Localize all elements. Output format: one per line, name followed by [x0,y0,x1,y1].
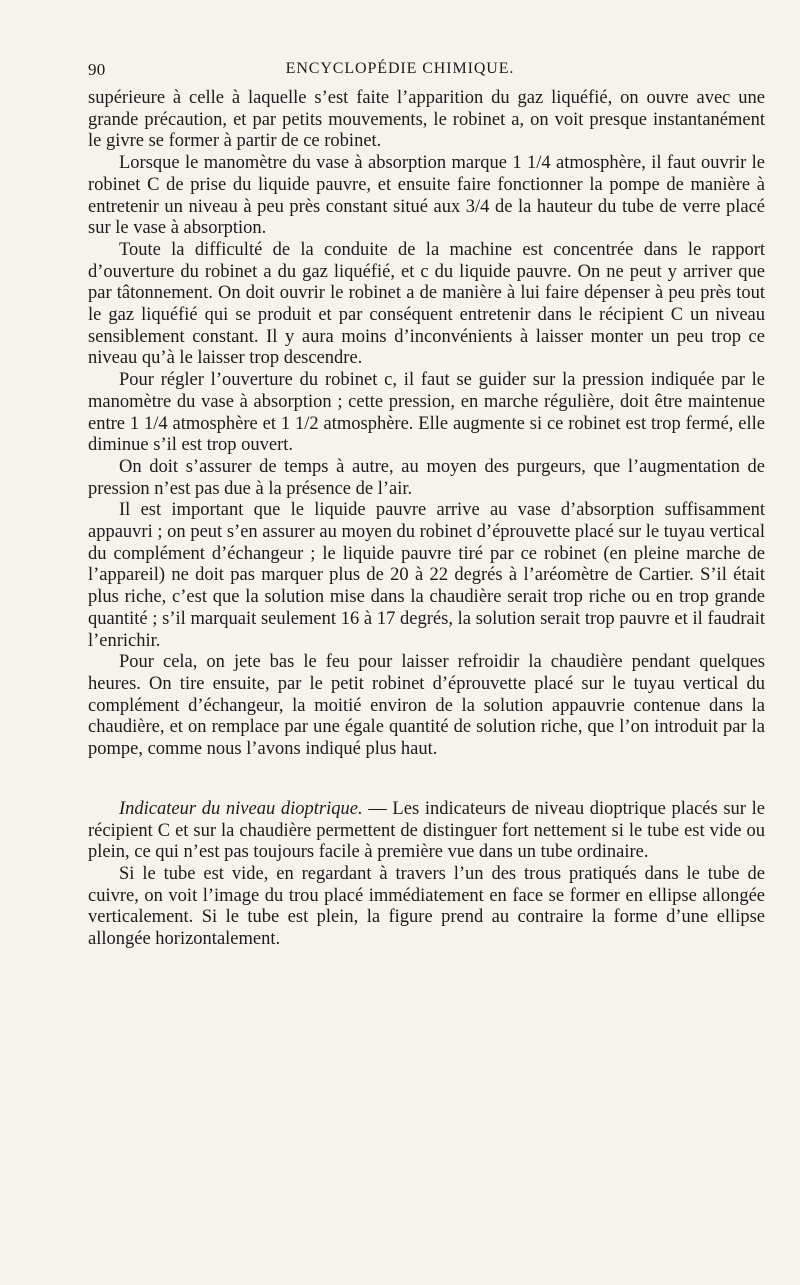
section-spacing [88,761,765,799]
section-paragraph: Si le tube est vide, en regardant à travers l’un des trous pratiqués dans le tube de cuivre, on voit l’image du trou placé immédiatement en face se former en ellipse allongée verticalement. Si le tube est plein, la figure prend au contraire la forme d’une ellipse allongée horizontalement. [88,863,765,950]
section-lead-text: — Les indicateurs de niveau dioptrique placés sur le récipient C et sur la chaudière permettent de distinguer fort nettement si le tube est vide ou plein, ce qui n’est pas toujours facile à première vue dans un tube ordinaire. [88,798,765,863]
body-text [88,88,765,951]
paragraph-pressure: Pour régler l’ouverture du robinet c, il faut se guider sur la pression indiquée par le manomètre du vase à absorption ; cette pression, en marche régulière, doit être maintenue entre 1 1/4 atmosphère et 1 1/2 atmosphère. Elle augmente si ce robinet est trop fermé, elle diminue s’il est trop ouvert. [88,370,765,456]
paragraph-poor-liquid: Il est important que le liquide pauvre arrive au vase d’absorption suffisamment appauvri ; on peut s’en assurer au moyen du robinet d’éprouvette placé sur le tuyau vertical du complément d’échangeur ; le liquide pauvre tiré par ce robinet (en pleine marche de l’appareil) ne doit pas marquer plus de 20 à 22 degrés à l’aréomètre de Cartier. S’il était plus riche, c’est que la solution mise dans la chaudière serait trop riche ou en trop grande quantité ; s’il marquait seulement 16 à 17 degrés, la solution serait trop pauvre et il faudrait l’enrichir. [88,500,765,651]
paragraph-difficulty: Toute la difficulté de la conduite de la machine est concentrée dans le rapport d’ouverture du robinet a du gaz liquéfié, et c du liquide pauvre. On ne peut y arriver que par tâtonnement. On doit ouvrir le robinet a de manière à lui faire dépenser à peu près tout le gaz liquéfié qui se produit et par conséquent entretenir dans le récipient C un niveau sensiblement constant. Il y aura moins d’inconvénients à laisser monter un peu trop ce niveau qu’à le laisser trop descendre. [88,239,765,369]
page-number: 90 [88,60,106,79]
section-title: Indicateur du niveau dioptrique. [119,798,363,819]
paragraph-purge: On doit s’assurer de temps à autre, au moyen des purgeurs, que l’augmentation de pression n’est pas due à la présence de l’air. [88,456,765,499]
paragraph-cooling: Pour cela, on jete bas le feu pour laisser refroidir la chaudière pendant quelques heures. On tire ensuite, par le petit robinet d’éprouvette placé sur le tuyau vertical du complément d’échangeur, la moitié environ de la solution appauvrie contenue dans la chaudière, et on remplace par une égale quantité de solution riche, que l’on introduit par la pompe, comme nous l’avons indiqué plus haut. [88,652,765,760]
paragraph-manometer: Lorsque le manomètre du vase à absorption marque 1 1/4 atmosphère, il faut ouvrir le robinet C de prise du liquide pauvre, et ensuite faire fonctionner la pompe de manière à entretenir un niveau à peu près constant situé aux 3/4 de la hauteur du tube de verre placé sur le vase à absorption. [88,153,765,239]
paragraph-continuation: supérieure à celle à laquelle s’est faite l’apparition du gaz liquéfié, on ouvre avec une grande précaution, et par petits mouvements, le robinet a, on voit presque instantanément le givre se former à partir de ce robinet. [88,88,765,152]
running-title: ENCYCLOPÉDIE CHIMIQUE. [285,60,515,77]
page-header [88,60,712,84]
section-intro [88,799,765,864]
